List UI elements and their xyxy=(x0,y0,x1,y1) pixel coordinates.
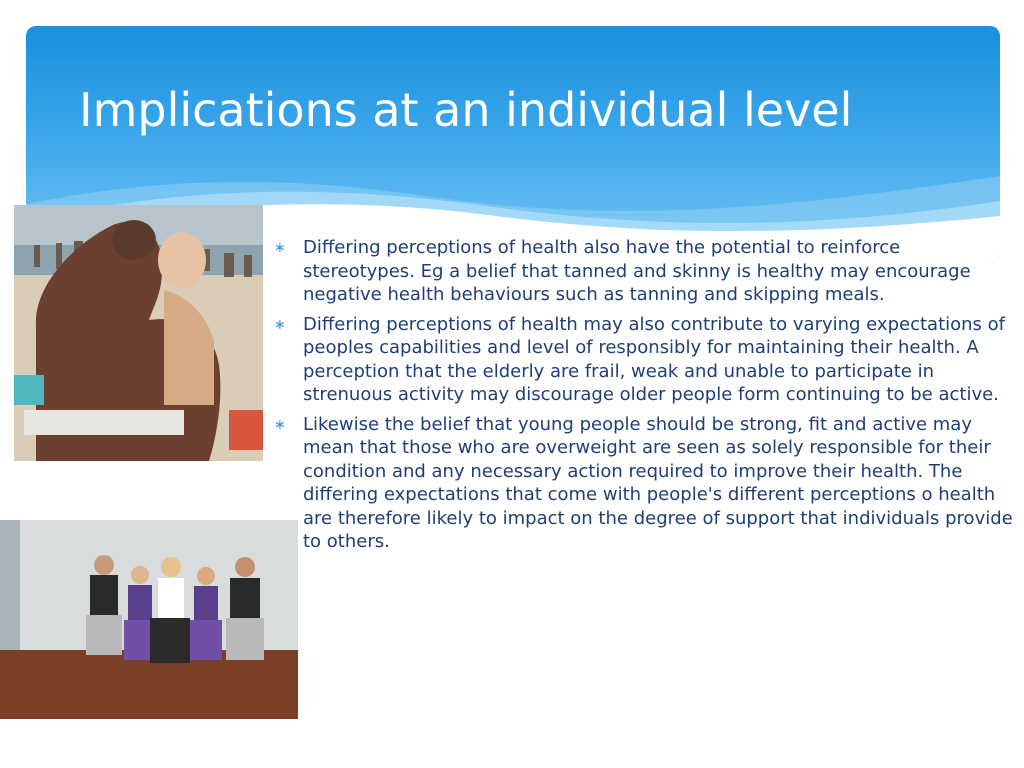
bullet-item xyxy=(272,236,1017,307)
bullet-item xyxy=(272,313,1017,407)
slide-body xyxy=(272,236,1017,560)
bullet-text: Differing perceptions of health also have the potential to reinforce stereotypes. Eg a belief that tanned and skinny is healthy may encourage negative health behaviours such as tanning and skipping meals. xyxy=(303,237,971,305)
fitness-class-photo xyxy=(0,520,298,719)
slide-title: Implications at an individual level xyxy=(79,83,853,137)
bullet-asterisk-icon: ∗ xyxy=(274,316,286,333)
bullet-asterisk-icon: ∗ xyxy=(274,240,286,256)
bullet-text: Likewise the belief that young people should be strong, fit and active may mean that those who are overweight are seen as solely responsible for their condition and any necessary action required to improve their health. The differing expectations that come with people's different perceptions o health are therefore likely to impact on the degree of support that individuals provide to others. xyxy=(303,413,1013,552)
bullet-text: Differing perceptions of health may also contribute to varying expectations of peoples capabilities and level of responsibly for maintaining their health. A perception that the elderly are frail, weak and unable to participate in strenuous activity may discourage older people form continuing to be active. xyxy=(303,313,1005,405)
bullet-item xyxy=(272,413,1017,554)
bullet-asterisk-icon: ∗ xyxy=(274,416,286,433)
beach-photo xyxy=(14,205,263,461)
bullet-list xyxy=(272,236,1017,554)
